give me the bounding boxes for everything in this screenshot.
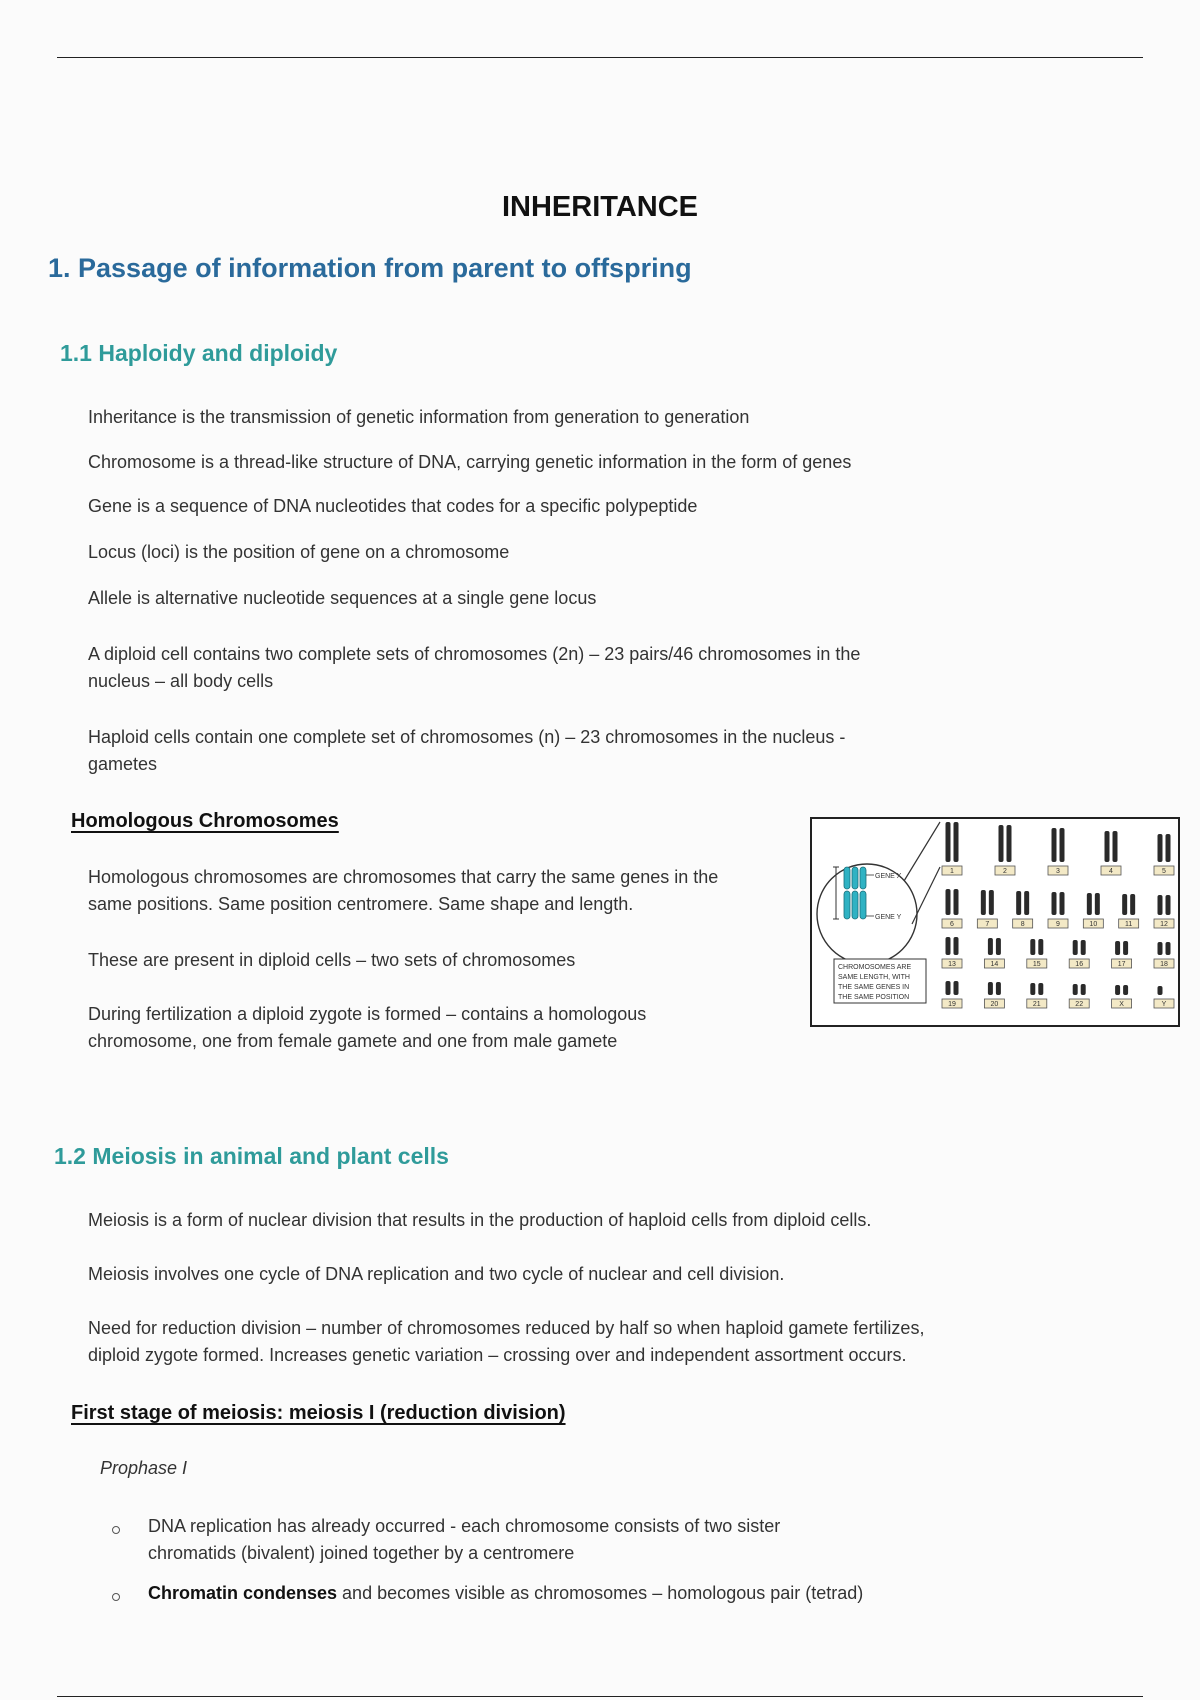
definition-gene: Gene is a sequence of DNA nucleotides that codes for a specific polypeptide bbox=[88, 496, 698, 516]
chromosome-20-1 bbox=[988, 982, 993, 995]
chromosome-label-X: X bbox=[1119, 1001, 1124, 1008]
chromosome-X-1 bbox=[1115, 985, 1120, 995]
chromosome-14-1 bbox=[988, 938, 993, 955]
chromosome-20-2 bbox=[996, 982, 1001, 995]
bullet-1-line-2: chromatids (bivalent) joined together by a centromere bbox=[148, 1543, 575, 1563]
chromosome-8-2 bbox=[1024, 891, 1029, 915]
zoom-line-bottom bbox=[912, 867, 940, 924]
chromosome-18-1 bbox=[1158, 942, 1163, 955]
bullet-1-text bbox=[148, 1513, 780, 1567]
chromosome-8-1 bbox=[1016, 891, 1021, 915]
chromosome-13-1 bbox=[946, 937, 951, 955]
top-rule bbox=[57, 57, 1143, 58]
chromosome-label-22: 22 bbox=[1075, 1001, 1084, 1008]
caption-line-4: THE SAME POSITION bbox=[838, 994, 910, 1001]
chromosome-21-1 bbox=[1030, 983, 1035, 995]
chromosome-label-18: 18 bbox=[1160, 961, 1168, 968]
chromosome-label-16: 16 bbox=[1075, 961, 1084, 968]
chromosome-Y-1 bbox=[1158, 986, 1163, 995]
chromosome-4-2 bbox=[1113, 831, 1118, 862]
homologous-paragraph-3 bbox=[88, 1001, 646, 1055]
chromosome-label-20: 20 bbox=[990, 1001, 999, 1008]
chromosome-label-17: 17 bbox=[1117, 961, 1126, 968]
document-title: INHERITANCE bbox=[501, 191, 699, 223]
chromosome-11-1 bbox=[1122, 894, 1127, 915]
chromosome-16-1 bbox=[1073, 940, 1078, 955]
chromosome-19-1 bbox=[946, 981, 951, 995]
meiosis-1-heading: First stage of meiosis: meiosis I (reduction division) bbox=[71, 1402, 566, 1424]
caption-line-2: SAME LENGTH, WITH bbox=[838, 974, 910, 981]
meiosis-paragraph-1: Meiosis is a form of nuclear division that results in the production of haploid cells from diploid cells. bbox=[88, 1210, 872, 1230]
homologous-p3-line-2: chromosome, one from female gamete and one from male gamete bbox=[88, 1031, 618, 1051]
meiosis-p3-line-2: diploid zygote formed. Increases genetic variation – crossing over and independent assortment occurs. bbox=[88, 1345, 907, 1365]
bullet-2-bold: Chromatin condenses bbox=[148, 1583, 338, 1603]
bullet-2-text bbox=[148, 1580, 863, 1607]
chromosome-11-2 bbox=[1130, 894, 1135, 915]
chromosome-14-2 bbox=[996, 938, 1001, 955]
diploid-line-2: nucleus – all body cells bbox=[88, 671, 274, 691]
meiosis-paragraph-3 bbox=[88, 1315, 924, 1369]
section-1-1-heading: 1.1 Haploidy and diploidy bbox=[60, 340, 338, 366]
magnifier-circle bbox=[817, 864, 917, 964]
chromosome-22-1 bbox=[1073, 984, 1078, 995]
prophase-1-label: Prophase I bbox=[100, 1458, 188, 1478]
chromosome-10-1 bbox=[1087, 893, 1092, 915]
chromosome-6-1 bbox=[946, 889, 951, 915]
chromosome-label-Y: Y bbox=[1161, 1001, 1167, 1008]
chromosome-label-3: 3 bbox=[1056, 868, 1060, 875]
chromosome-9-1 bbox=[1052, 892, 1057, 915]
chromosome-7-2 bbox=[989, 890, 994, 915]
bullet-1-line-1: DNA replication has already occurred - each chromosome consists of two sister bbox=[148, 1516, 781, 1536]
definition-locus: Locus (loci) is the position of gene on a chromosome bbox=[88, 542, 510, 562]
zoom-line-top bbox=[904, 822, 940, 881]
gene-x-label: GENE X bbox=[875, 873, 902, 880]
chromosome-9-2 bbox=[1060, 892, 1065, 915]
bullet-1-icon bbox=[112, 1526, 120, 1534]
chromosome-22-2 bbox=[1081, 984, 1086, 995]
homologous-heading: Homologous Chromosomes bbox=[71, 810, 339, 832]
homologous-paragraph-2: These are present in diploid cells – two sets of chromosomes bbox=[88, 950, 576, 970]
karyotype-figure bbox=[810, 817, 1180, 1027]
diploid-line-1: A diploid cell contains two complete sets of chromosomes (2n) – 23 pairs/46 chromosomes in the bbox=[88, 644, 861, 664]
chromosome-16-2 bbox=[1081, 940, 1086, 955]
chromosome-7-1 bbox=[981, 890, 986, 915]
chromosome-label-10: 10 bbox=[1089, 921, 1098, 928]
homologous-pair-icon bbox=[833, 867, 874, 919]
definition-inheritance: Inheritance is the transmission of genetic information from generation to generation bbox=[88, 407, 750, 427]
meiosis-paragraph-2: Meiosis involves one cycle of DNA replication and two cycle of nuclear and cell division. bbox=[88, 1264, 785, 1284]
chromosome-label-12: 12 bbox=[1160, 921, 1168, 928]
chromosome-label-15: 15 bbox=[1032, 961, 1041, 968]
chromosome-label-7: 7 bbox=[985, 921, 990, 928]
chromosome-15-2 bbox=[1038, 939, 1043, 955]
chromosome-17-1 bbox=[1115, 941, 1120, 955]
homologous-p3-line-1: During fertilization a diploid zygote is formed – contains a homologous bbox=[88, 1004, 647, 1024]
chromosome-2-2 bbox=[1007, 825, 1012, 862]
bullet-2-rest: and becomes visible as chromosomes – homologous pair (tetrad) bbox=[337, 1583, 864, 1603]
chromosome-2-1 bbox=[999, 825, 1004, 862]
chromosome-label-9: 9 bbox=[1056, 921, 1060, 928]
chromosome-label-19: 19 bbox=[948, 1001, 956, 1008]
section-1-heading: 1. Passage of information from parent to offspring bbox=[48, 253, 692, 283]
haploid-line-2: gametes bbox=[88, 754, 158, 774]
gene-y-label: GENE Y bbox=[875, 914, 902, 921]
chromosome-label-4: 4 bbox=[1109, 868, 1113, 875]
bullet-2-icon bbox=[112, 1593, 120, 1601]
chromosome-label-11: 11 bbox=[1125, 921, 1133, 928]
caption-line-3: THE SAME GENES IN bbox=[838, 984, 910, 991]
chromosome-19-2 bbox=[954, 981, 959, 995]
section-1-2-heading: 1.2 Meiosis in animal and plant cells bbox=[54, 1143, 449, 1169]
chromosome-10-2 bbox=[1095, 893, 1100, 915]
chromosome-4-1 bbox=[1105, 831, 1110, 862]
chromosome-13-2 bbox=[954, 937, 959, 955]
haploid-line-1: Haploid cells contain one complete set of chromosomes (n) – 23 chromosomes in the nucleus - bbox=[88, 727, 846, 747]
chromosome-12-1 bbox=[1158, 895, 1163, 915]
chromosome-5-1 bbox=[1158, 834, 1163, 862]
chromosome-label-8: 8 bbox=[1020, 921, 1025, 928]
chromosome-1-1 bbox=[946, 822, 951, 862]
diploid-paragraph bbox=[88, 641, 860, 695]
homologous-p1-line-1: Homologous chromosomes are chromosomes that carry the same genes in the bbox=[88, 867, 719, 887]
meiosis-p3-line-1: Need for reduction division – number of chromosomes reduced by half so when haploid gamete fertilizes, bbox=[88, 1318, 925, 1338]
chromosome-label-6: 6 bbox=[950, 921, 954, 928]
chromosome-3-2 bbox=[1060, 828, 1065, 862]
chromosome-18-2 bbox=[1166, 942, 1171, 955]
bottom-rule bbox=[57, 1696, 1143, 1697]
chromosome-label-5: 5 bbox=[1162, 868, 1166, 875]
chromosome-X-2 bbox=[1123, 985, 1128, 995]
chromosome-label-21: 21 bbox=[1032, 1001, 1041, 1008]
chromosome-12-2 bbox=[1166, 895, 1171, 915]
caption-line-1: CHROMOSOMES ARE bbox=[838, 964, 912, 971]
karyotype-illustration bbox=[812, 819, 1178, 1025]
chromosome-label-1: 1 bbox=[950, 868, 954, 875]
chromosome-1-2 bbox=[954, 822, 959, 862]
haploid-paragraph bbox=[88, 724, 845, 778]
chromosome-3-1 bbox=[1052, 828, 1057, 862]
chromosome-label-14: 14 bbox=[990, 961, 999, 968]
karyotype-rows bbox=[942, 822, 1174, 1008]
definition-allele: Allele is alternative nucleotide sequences at a single gene locus bbox=[88, 588, 597, 608]
definition-chromosome: Chromosome is a thread-like structure of DNA, carrying genetic information in the form of genes bbox=[88, 452, 852, 472]
chromosome-6-2 bbox=[954, 889, 959, 915]
chromosome-label-13: 13 bbox=[948, 961, 956, 968]
chromosome-label-2: 2 bbox=[1003, 868, 1007, 875]
chromosome-17-2 bbox=[1123, 941, 1128, 955]
chromosome-5-2 bbox=[1166, 834, 1171, 862]
chromosome-21-2 bbox=[1038, 983, 1043, 995]
chromosome-15-1 bbox=[1030, 939, 1035, 955]
homologous-paragraph-1 bbox=[88, 864, 718, 918]
homologous-p1-line-2: same positions. Same position centromere. Same shape and length. bbox=[88, 894, 634, 914]
